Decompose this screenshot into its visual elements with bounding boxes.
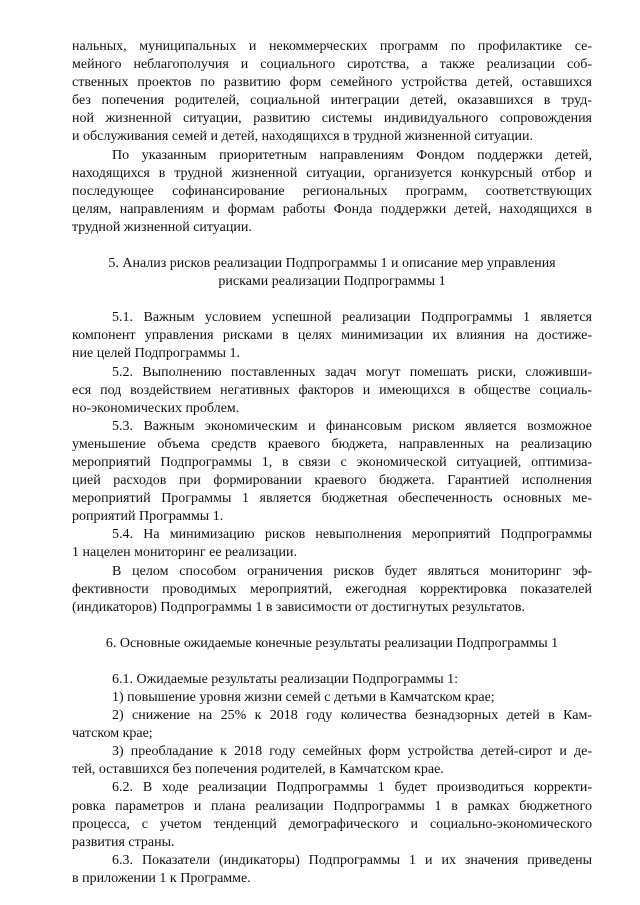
text-line: тей, оставшихся без попечения родителей, в Камчатском крае. <box>72 762 444 778</box>
list-item-1 <box>72 689 592 707</box>
heading-line: 6. Основные ожидаемые конечные результаты реализации Подпрограммы 1 <box>105 635 559 651</box>
paragraph-5-summary <box>72 563 592 617</box>
text-line: компонент управления рисками в целях минимизации их влияния на достиже- <box>72 328 592 344</box>
text-line: мероприятий Подпрограммы 1, в связи с экономической ситуацией, оптимиза- <box>72 454 592 470</box>
paragraph-5-4 <box>72 526 592 562</box>
spacer <box>72 653 592 671</box>
paragraph-fund-selection <box>72 147 592 237</box>
text-line: роприятий Программы 1. <box>72 509 224 525</box>
text-line: 1 нацелен мониторинг ее реализации. <box>72 545 297 561</box>
document-page <box>72 38 592 888</box>
paragraph-5-3 <box>72 418 592 527</box>
section-5-heading <box>72 255 592 291</box>
text-line: ние целей Подпрограммы 1. <box>72 346 240 362</box>
list-item-3 <box>72 743 592 779</box>
text-line: нальных, муниципальных и некоммерческих программ по профилактике се- <box>72 39 592 54</box>
text-line: 2) снижение на 25% к 2018 году количества безнадзорных детей в Кам- <box>112 708 592 724</box>
text-line: находящихся в трудной жизненной ситуации, организуется конкурсный отбор и <box>72 165 592 181</box>
text-line: в приложении 1 к Программе. <box>72 870 251 886</box>
text-line: без попечения родителей, социальной интеграции детей, оказавшихся в труд- <box>72 93 592 109</box>
text-line: развития страны. <box>72 834 175 850</box>
text-line: еся под воздействием негативных факторов и имеющихся в обществе социаль- <box>72 382 592 398</box>
text-line: ровка параметров и плана реализации Подпрограммы 1 в рамках бюджетного <box>72 798 592 814</box>
spacer <box>72 237 592 255</box>
text-line: ственных проектов по развитию форм семейного устройства детей, оставшихся <box>72 75 592 91</box>
spacer <box>72 617 592 635</box>
list-item-2 <box>72 707 592 743</box>
paragraph-5-2 <box>72 364 592 418</box>
paragraph-continuation <box>72 38 592 147</box>
spacer <box>72 291 592 309</box>
text-line: 5.3. Важным экономическим и финансовым риском является возможное <box>112 418 592 434</box>
text-line: и обслуживания семей и детей, находящихся в трудной жизненной ситуации. <box>72 129 533 145</box>
text-line: По указанным приоритетным направлениям Фондом поддержки детей, <box>112 147 592 163</box>
text-line: трудной жизненной ситуации. <box>72 219 252 235</box>
text-line: целям, направлениям и формам работы Фонда поддержки детей, находящихся в <box>72 201 592 217</box>
text-line: уменьшение объема средств краевого бюджета, направленных на реализацию <box>72 436 592 452</box>
text-line: но-экономических проблем. <box>72 400 240 416</box>
paragraph-6-2 <box>72 779 592 851</box>
heading-line: 5. Анализ рисков реализации Подпрограммы 1 и описание мер управления <box>108 256 556 272</box>
text-line: В целом способом ограничения рисков будет являться мониторинг эф- <box>112 563 592 579</box>
text-line: мейного неблагополучия и социального сиротства, а также реализации соб- <box>72 57 592 73</box>
text-line: 6.1. Ожидаемые результаты реализации Подпрограммы 1: <box>112 671 459 687</box>
text-line: чатском крае; <box>72 726 153 742</box>
text-line: фективности проводимых мероприятий, ежегодная корректировка показателей <box>72 581 592 597</box>
paragraph-5-1 <box>72 309 592 363</box>
text-line: 6.2. В ходе реализации Подпрограммы 1 будет производиться корректи- <box>112 780 592 796</box>
text-line: цией расходов при формировании краевого бюджета. Гарантией исполнения <box>72 473 592 489</box>
text-line: 5.4. На минимизацию рисков невыполнения мероприятий Подпрограммы <box>112 527 592 543</box>
text-line: 3) преобладание к 2018 году семейных форм устройства детей-сирот и де- <box>112 744 592 760</box>
text-line: 5.2. Выполнению поставленных задач могут помешать риски, сложивши- <box>112 364 592 380</box>
paragraph-6-3 <box>72 852 592 888</box>
text-line: 5.1. Важным условием успешной реализации Подпрограммы 1 является <box>112 310 592 326</box>
text-line: (индикаторов) Подпрограммы 1 в зависимости от достигнутых результатов. <box>72 599 526 615</box>
heading-line: рисками реализации Подпрограммы 1 <box>218 274 446 290</box>
paragraph-6-1 <box>72 671 592 689</box>
section-6-heading <box>72 635 592 653</box>
text-line: ной жизненной ситуации, развитию системы индивидуального сопровождения <box>72 111 592 127</box>
text-line: мероприятий Программы 1 является бюджетная обеспеченность основных ме- <box>72 491 592 507</box>
text-line: 6.3. Показатели (индикаторы) Подпрограммы 1 и их значения приведены <box>112 852 592 868</box>
text-line: последующее софинансирование региональных программ, соответствующих <box>72 183 592 199</box>
text-line: 1) повышение уровня жизни семей с детьми в Камчатском крае; <box>112 690 495 705</box>
text-line: процесса, с учетом тенденций демографического и социально-экономического <box>72 816 592 832</box>
